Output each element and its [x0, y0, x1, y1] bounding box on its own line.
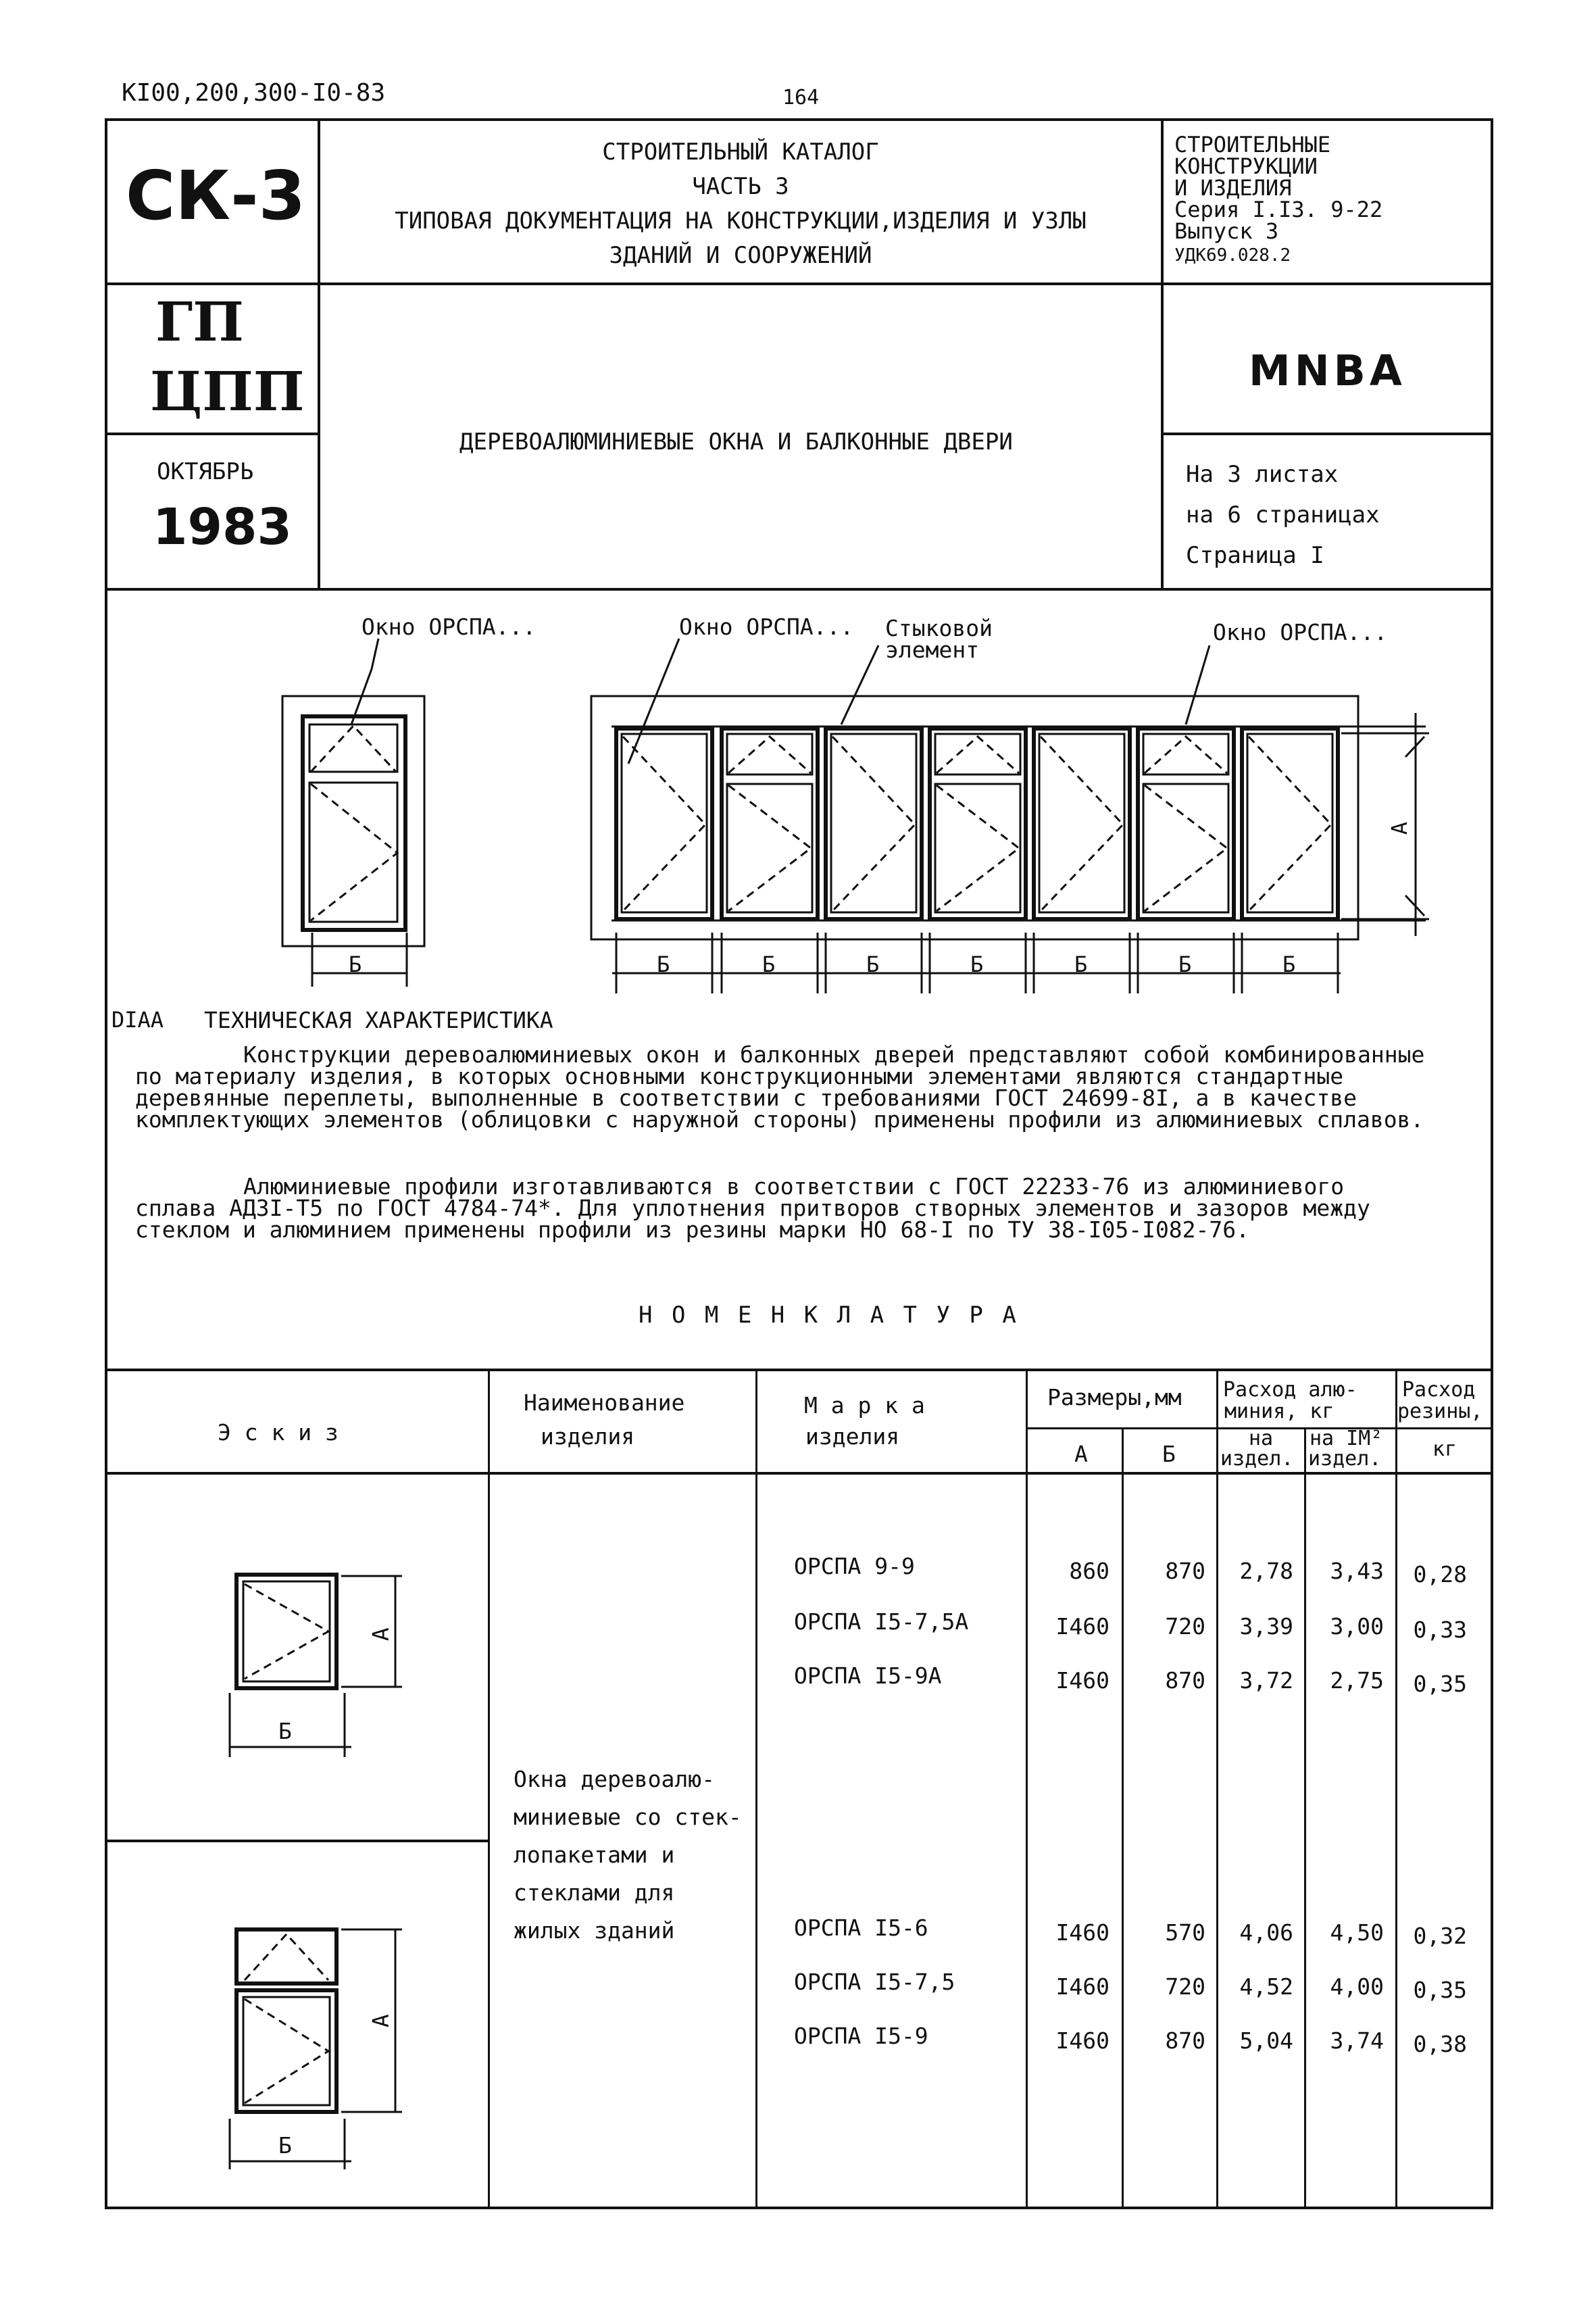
series-line-4: Серия I.I3. 9-22 — [1174, 197, 1383, 222]
header-per-m2-2: издел. — [1308, 1447, 1382, 1471]
date-month: ОКТЯБРЬ — [157, 458, 254, 485]
row-alu-m2: 3,74 — [1330, 2027, 1384, 2054]
series-line-2: КОНСТРУКЦИИ — [1174, 153, 1318, 179]
header-name-1: Наименование — [524, 1389, 685, 1416]
sheet-count: На 3 листах — [1186, 461, 1339, 488]
date-year: 1983 — [153, 498, 292, 556]
sketch1-dim-b: Б — [278, 1718, 292, 1744]
row-b: 870 — [1165, 1667, 1205, 1694]
row-b: 870 — [1165, 1558, 1205, 1584]
row-mark: ОРСПА I5-7,5А — [794, 1608, 969, 1635]
row-rubber: 0,33 — [1413, 1617, 1467, 1643]
row-rubber: 0,35 — [1413, 1977, 1467, 2003]
dimension-b-6: Б — [1178, 952, 1192, 977]
joint-element-label-2: элемент — [885, 637, 980, 663]
catalog-title-line-2: ЧАСТЬ 3 — [692, 173, 789, 200]
row-a: 860 — [1069, 1558, 1109, 1584]
row-mark: ОРСПА I5-6 — [794, 1915, 928, 1941]
header-sketch: Э с к и з — [218, 1419, 339, 1446]
org-line-1: ГП — [155, 290, 244, 353]
tech-heading: ТЕХНИЧЕСКАЯ ХАРАКТЕРИСТИКА — [204, 1007, 553, 1033]
dimension-b-7: Б — [1282, 952, 1296, 977]
udk-code: УДК69.028.2 — [1174, 245, 1291, 266]
dimension-b-4: Б — [970, 952, 984, 977]
dimension-b-2: Б — [762, 952, 776, 977]
series-line-5: Выпуск 3 — [1174, 218, 1279, 244]
row-rubber: 0,32 — [1413, 1923, 1467, 1949]
header-rubber-1: Расход — [1402, 1378, 1476, 1402]
page-index: Страница I — [1186, 542, 1324, 569]
header-rubber-2: резины, — [1397, 1400, 1483, 1423]
product-name-line-4: стеклами для — [514, 1879, 675, 1906]
row-alu-item: 4,52 — [1239, 1973, 1293, 2000]
row-mark: ОРСПА I5-9 — [794, 2023, 928, 2049]
row-alu-item: 3,72 — [1239, 1667, 1293, 1694]
page-count: на 6 страницах — [1186, 501, 1380, 528]
header-per-m2-1: на IМ² — [1310, 1427, 1383, 1450]
dimension-b-3: Б — [866, 952, 880, 977]
header-mark-2: изделия — [805, 1423, 900, 1450]
joint-element-label-1: Стыковой — [885, 615, 993, 641]
header-alu-1: Расход алю- — [1223, 1378, 1357, 1402]
header-per-item-1: на — [1249, 1427, 1274, 1450]
row-a: I460 — [1055, 1919, 1109, 1946]
header-name-2: изделия — [541, 1423, 635, 1450]
row-alu-item: 4,06 — [1239, 1919, 1293, 1946]
catalog-code: СК-3 — [126, 156, 306, 235]
nomenclature-title: Н О М Е Н К Л А Т У Р А — [639, 1302, 1019, 1329]
tech-paragraph-2: Алюминиевые профили изготавливаются в соответствии с ГОСТ 22233-76 из алюминиевого сплава АДЗI-Т5 по ГОСТ 4784-74*. Для уплотнения притворов створных элементов и зазоров между стеклом и алюминием применены профили из резины марки НО 68-I по ТУ 38-I05-I082-76. — [135, 1173, 1370, 1243]
product-title: ДЕРЕВОАЛЮМИНИЕВЫЕ ОКНА И БАЛКОННЫЕ ДВЕРИ — [459, 428, 1013, 456]
catalog-title-line-3: ТИПОВАЯ ДОКУМЕНТАЦИЯ НА КОНСТРУКЦИИ,ИЗДЕЛИЯ И УЗЛЫ — [395, 207, 1087, 235]
org-line-2: ЦПП — [150, 360, 305, 423]
series-line-1: СТРОИТЕЛЬНЫЕ — [1174, 132, 1331, 157]
row-a: I460 — [1055, 1667, 1109, 1694]
row-alu-item: 3,39 — [1239, 1613, 1293, 1640]
dimension-b-5: Б — [1074, 952, 1088, 977]
sketch-transom-sash — [230, 1929, 402, 2169]
sketch2-dim-b: Б — [278, 2132, 292, 2159]
row-alu-m2: 3,00 — [1330, 1613, 1384, 1640]
row-b: 570 — [1165, 1919, 1205, 1946]
catalog-title-line-1: СТРОИТЕЛЬНЫЙ КАТАЛОГ — [602, 139, 879, 166]
row-alu-m2: 2,75 — [1330, 1667, 1384, 1694]
header-alu-2: миния, кг — [1224, 1400, 1335, 1423]
product-name-line-1: Окна деревоалю- — [514, 1766, 716, 1792]
row-alu-m2: 4,50 — [1330, 1919, 1384, 1946]
header-a: А — [1074, 1441, 1088, 1467]
page-number: 164 — [782, 86, 820, 109]
row-a: I460 — [1055, 1613, 1109, 1640]
row-alu-item: 5,04 — [1239, 2027, 1293, 2054]
row-b: 720 — [1165, 1613, 1205, 1640]
row-alu-m2: 3,43 — [1330, 1558, 1384, 1584]
row-alu-m2: 4,00 — [1330, 1973, 1384, 2000]
window-label-left: Окно ОРСПА... — [361, 614, 537, 640]
row-rubber: 0,38 — [1413, 2031, 1467, 2057]
row-mark: ОРСПА I5-7,5 — [794, 1969, 955, 1995]
header-rubber-3: кг — [1432, 1437, 1457, 1461]
row-mark: ОРСПА I5-9А — [794, 1663, 942, 1689]
header-per-item-2: издел. — [1220, 1447, 1294, 1471]
row-rubber: 0,35 — [1413, 1671, 1467, 1697]
product-name-line-5: жилых зданий — [514, 1917, 675, 1944]
row-rubber: 0,28 — [1413, 1561, 1467, 1587]
window-label-middle: Окно ОРСПА... — [679, 614, 854, 640]
row-b: 870 — [1165, 2027, 1205, 2054]
catalog-title-line-4: ЗДАНИЙ И СООРУЖЕНИЙ — [609, 242, 872, 269]
row-alu-item: 2,78 — [1239, 1558, 1293, 1584]
header-mark-1: М а р к а — [804, 1392, 925, 1419]
product-name-line-3: лопакетами и — [514, 1842, 675, 1868]
window-label-right: Окно ОРСПА... — [1213, 619, 1388, 645]
row-b: 720 — [1165, 1973, 1205, 2000]
row-a: I460 — [1055, 2027, 1109, 2054]
product-mark: MNBA — [1249, 346, 1406, 395]
tech-code: DIAA — [111, 1007, 164, 1033]
row-mark: ОРСПА 9-9 — [794, 1553, 915, 1579]
header-sizes: Размеры,мм — [1047, 1384, 1182, 1410]
product-name-line-2: миниевые со стек- — [514, 1804, 742, 1830]
sketch2-dim-a: А — [367, 2014, 394, 2028]
sketch-single-sash — [230, 1575, 402, 1757]
dimension-a-row: А — [1387, 821, 1413, 835]
tech-paragraph-1: Конструкции деревоалюминиевых окон и балконных дверей представляют собой комбинированные по материалу изделия, в которых основными конструкционными элементами являются стандартные деревянные переплеты, выполненные в соответствии с требованиями ГОСТ 24699-8I, а в качестве комплектующих элементов (облицовки с наружной стороны) применены профили из алюминиевых сплавов. — [135, 1041, 1425, 1133]
series-line-3: И ИЗДЕЛИЯ — [1174, 175, 1292, 201]
product-name — [514, 1761, 742, 1950]
sketch1-dim-a: А — [367, 1627, 394, 1642]
dimension-b-single: Б — [349, 952, 362, 977]
document-code: KI00,200,300-I0-83 — [122, 79, 386, 107]
dimension-b-1: Б — [657, 952, 670, 977]
row-a: I460 — [1055, 1973, 1109, 2000]
header-b: Б — [1162, 1441, 1176, 1467]
